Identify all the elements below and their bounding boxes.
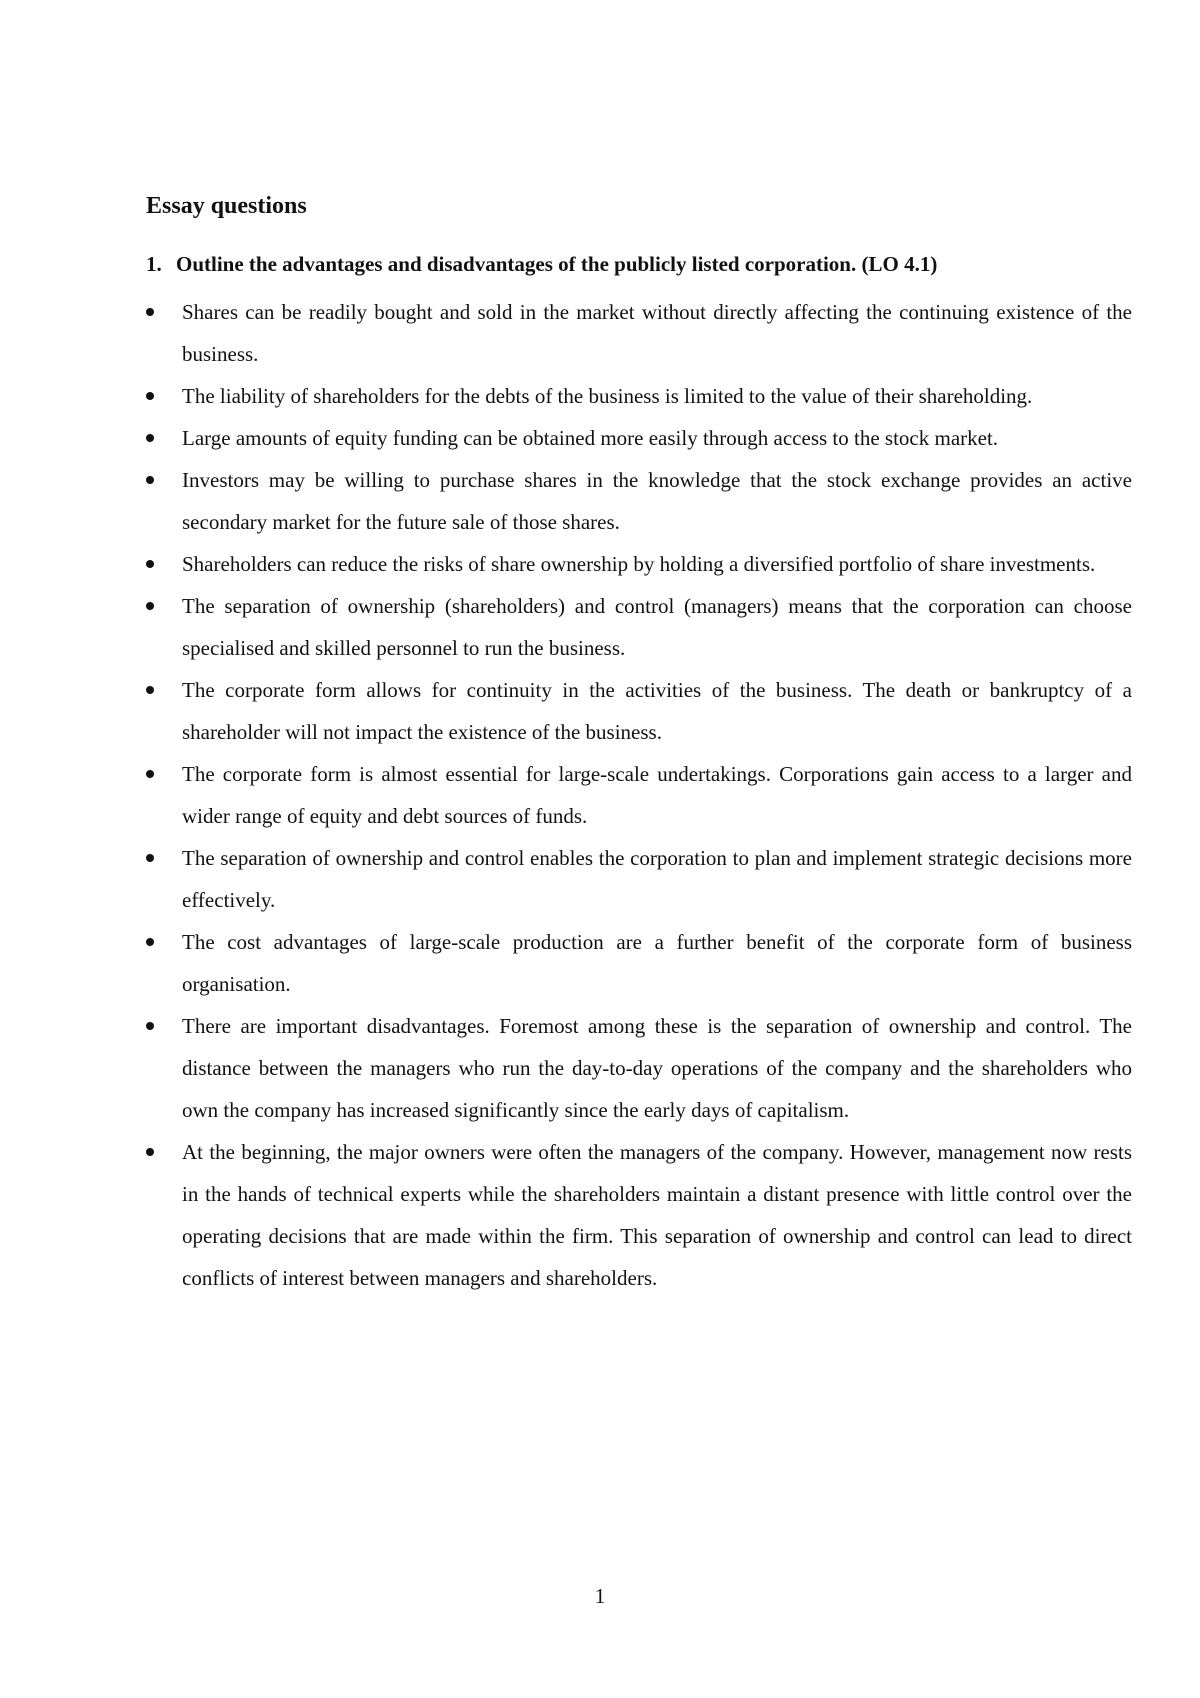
question-number: 1. [146, 252, 162, 276]
list-item [146, 837, 1132, 921]
bullet-icon [146, 686, 154, 694]
list-item-text: The separation of ownership (shareholders) and control (managers) means that the corporation can choose specialised and skilled personnel to run the business. [182, 594, 1132, 660]
list-item [146, 543, 1132, 585]
list-item [146, 1005, 1132, 1131]
list-item-text: At the beginning, the major owners were often the managers of the company. However, management now rests in the hands of technical experts while the shareholders maintain a distant presence with little control over the operating decisions that are made within the firm. This separation of ownership and control can lead to direct conflicts of interest between managers and shareholders. [182, 1140, 1132, 1290]
bullet-icon [146, 1148, 154, 1156]
bullet-icon [146, 770, 154, 778]
list-item [146, 585, 1132, 669]
answer-bullet-list [146, 291, 1132, 1299]
bullet-icon [146, 938, 154, 946]
bullet-icon [146, 602, 154, 610]
bullet-icon [146, 308, 154, 316]
bullet-icon [146, 1022, 154, 1030]
bullet-icon [146, 392, 154, 400]
list-item-text: The corporate form allows for continuity in the activities of the business. The death or bankruptcy of a shareholder will not impact the existence of the business. [182, 678, 1132, 744]
list-item-text: Shareholders can reduce the risks of share ownership by holding a diversified portfolio of share investments. [182, 552, 1096, 576]
list-item-text: The corporate form is almost essential for large-scale undertakings. Corporations gain access to a larger and wider range of equity and debt sources of funds. [182, 762, 1132, 828]
bullet-icon [146, 560, 154, 568]
list-item-text: Shares can be readily bought and sold in the market without directly affecting the continuing existence of the business. [182, 300, 1132, 366]
list-item-text: The cost advantages of large-scale production are a further benefit of the corporate form of business organisation. [182, 930, 1132, 996]
list-item [146, 1131, 1132, 1299]
question-1 [146, 243, 1132, 285]
list-item-text: Investors may be willing to purchase shares in the knowledge that the stock exchange provides an active secondary market for the future sale of those shares. [182, 468, 1132, 534]
section-heading: Essay questions [146, 193, 307, 219]
list-item-text: There are important disadvantages. Foremost among these is the separation of ownership and control. The distance between the managers who run the day-to-day operations of the company and the shareholders who own the company has increased significantly since the early days of capitalism. [182, 1014, 1132, 1122]
list-item [146, 669, 1132, 753]
list-item [146, 375, 1132, 417]
bullet-icon [146, 476, 154, 484]
question-text: Outline the advantages and disadvantages of the publicly listed corporation. (LO 4.1) [176, 252, 938, 276]
list-item [146, 753, 1132, 837]
list-item-text: The liability of shareholders for the debts of the business is limited to the value of their shareholding. [182, 384, 1033, 408]
page-number: 1 [594, 1584, 606, 1608]
list-item-text: Large amounts of equity funding can be obtained more easily through access to the stock market. [182, 426, 999, 450]
bullet-icon [146, 434, 154, 442]
list-item-text: The separation of ownership and control enables the corporation to plan and implement strategic decisions more effectively. [182, 846, 1132, 912]
page-content [146, 186, 1132, 1299]
list-item [146, 921, 1132, 1005]
list-item [146, 291, 1132, 375]
list-item [146, 459, 1132, 543]
list-item [146, 417, 1132, 459]
bullet-icon [146, 854, 154, 862]
